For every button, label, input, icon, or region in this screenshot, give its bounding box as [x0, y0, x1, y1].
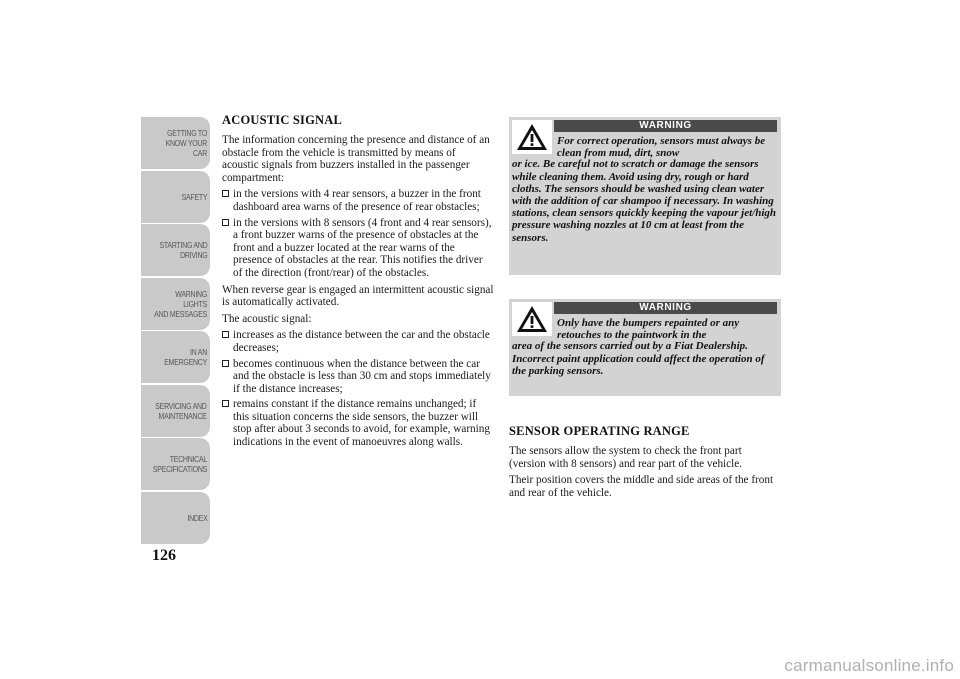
tab-label: STARTING AND DRIVING	[159, 240, 207, 260]
checkbox-bullet-icon	[222, 400, 229, 407]
intro-paragraph: The information concerning the presence and distance of an obstacle from the vehicle is transmitted by means of acoustic signals from buzzers installed in the passenger compartment:	[222, 134, 490, 184]
warning-body-text: or ice. Be careful not to scratch or damage the sensors while cleaning them. Avoid using dry, rough or hard cloths. The sensors should be washed using clean water with the addition of car shampoo if necessary. In washing stations, clean sensors quickly keeping the vapour jet/high pressure washing nozzles at 10 cm at least from the sensors.	[512, 158, 777, 244]
warning-triangle-icon	[512, 302, 552, 336]
tab-warning-lights[interactable]	[141, 278, 210, 330]
tab-label: TECHNICAL SPECIFICATIONS	[152, 454, 207, 474]
acoustic-signal-paragraph: The acoustic signal:	[222, 312, 312, 325]
checkbox-bullet-icon	[222, 190, 229, 197]
sensor-position-paragraph: Their position covers the middle and side areas of the front and rear of the vehicle.	[509, 474, 774, 499]
left-column	[222, 113, 494, 453]
tab-label: INDEX	[186, 512, 207, 523]
warning-box-sensors-clean	[509, 117, 781, 275]
right-column	[509, 117, 781, 503]
list-item: becomes continuous when the distance between the car and the obstacle is less than 30 cm and stops immediately if the distance increases;	[222, 358, 494, 396]
list-item: in the versions with 4 rear sensors, a buzzer in the front dashboard area warns of the presence of rear obstacles;	[222, 188, 494, 213]
tab-label: WARNING LIGHTS AND MESSAGES	[154, 288, 207, 319]
warning-body-text: area of the sensors carried out by a Fiat Dealership. Incorrect paint application could affect the operation of the parking sensors.	[512, 340, 765, 377]
tab-label: SERVICING AND MAINTENANCE	[155, 400, 207, 421]
warning-title: WARNING	[554, 120, 777, 132]
warning-lead-text: For correct operation, sensors must always be clean from mud, dirt, snow	[557, 135, 766, 160]
tab-label: SAFETY	[181, 191, 207, 202]
page-number: 126	[152, 547, 176, 564]
warning-triangle-icon	[512, 120, 552, 154]
list-item: in the versions with 8 sensors (4 front and 4 rear sensors), a front buzzer warns of the presence of obstacles at the front and a buzzer located at the rear warns of the presence of obstacles at the rear. This notifies the driver of the direction (front/rear) of the obstacles.	[222, 217, 494, 280]
signal-behaviour-list	[222, 329, 494, 448]
list-item: remains constant if the distance remains unchanged; if this situation concerns the side sensors, the buzzer will stop after about 3 seconds to avoid, for example, warning indications in the event of manoeuvres along walls.	[222, 398, 494, 448]
chapter-sidebar	[141, 117, 210, 545]
checkbox-bullet-icon	[222, 360, 229, 367]
tab-in-an-emergency[interactable]	[141, 331, 210, 383]
warning-lead-text: Only have the bumpers repainted or any retouches to the paintwork in the	[557, 317, 740, 342]
sensor-check-paragraph: The sensors allow the system to check the front part (version with 8 sensors) and rear part of the vehicle.	[509, 445, 742, 470]
tab-label: GETTING TO KNOW YOUR CAR	[165, 128, 207, 158]
tab-safety[interactable]	[141, 171, 210, 223]
tab-technical-specifications[interactable]	[141, 438, 210, 490]
buzzer-list	[222, 188, 494, 279]
list-item: increases as the distance between the car and the obstacle decreases;	[222, 329, 494, 354]
tab-servicing-and-maintenance[interactable]	[141, 385, 210, 437]
watermark: carmanualsonline.info	[784, 656, 954, 675]
checkbox-bullet-icon	[222, 331, 229, 338]
tab-index[interactable]	[141, 492, 210, 544]
warning-box-bumper-repaint	[509, 299, 781, 396]
warning-title: WARNING	[554, 302, 777, 314]
section-heading-acoustic-signal: ACOUSTIC SIGNAL	[222, 113, 343, 127]
tab-label: IN AN EMERGENCY	[164, 347, 207, 367]
tab-starting-and-driving[interactable]	[141, 224, 210, 276]
section-heading-sensor-operating-range: SENSOR OPERATING RANGE	[509, 424, 690, 438]
reverse-gear-paragraph: When reverse gear is engaged an intermittent acoustic signal is automatically activated.	[222, 283, 494, 309]
tab-getting-to-know-your-car[interactable]	[141, 117, 210, 169]
checkbox-bullet-icon	[222, 219, 229, 226]
